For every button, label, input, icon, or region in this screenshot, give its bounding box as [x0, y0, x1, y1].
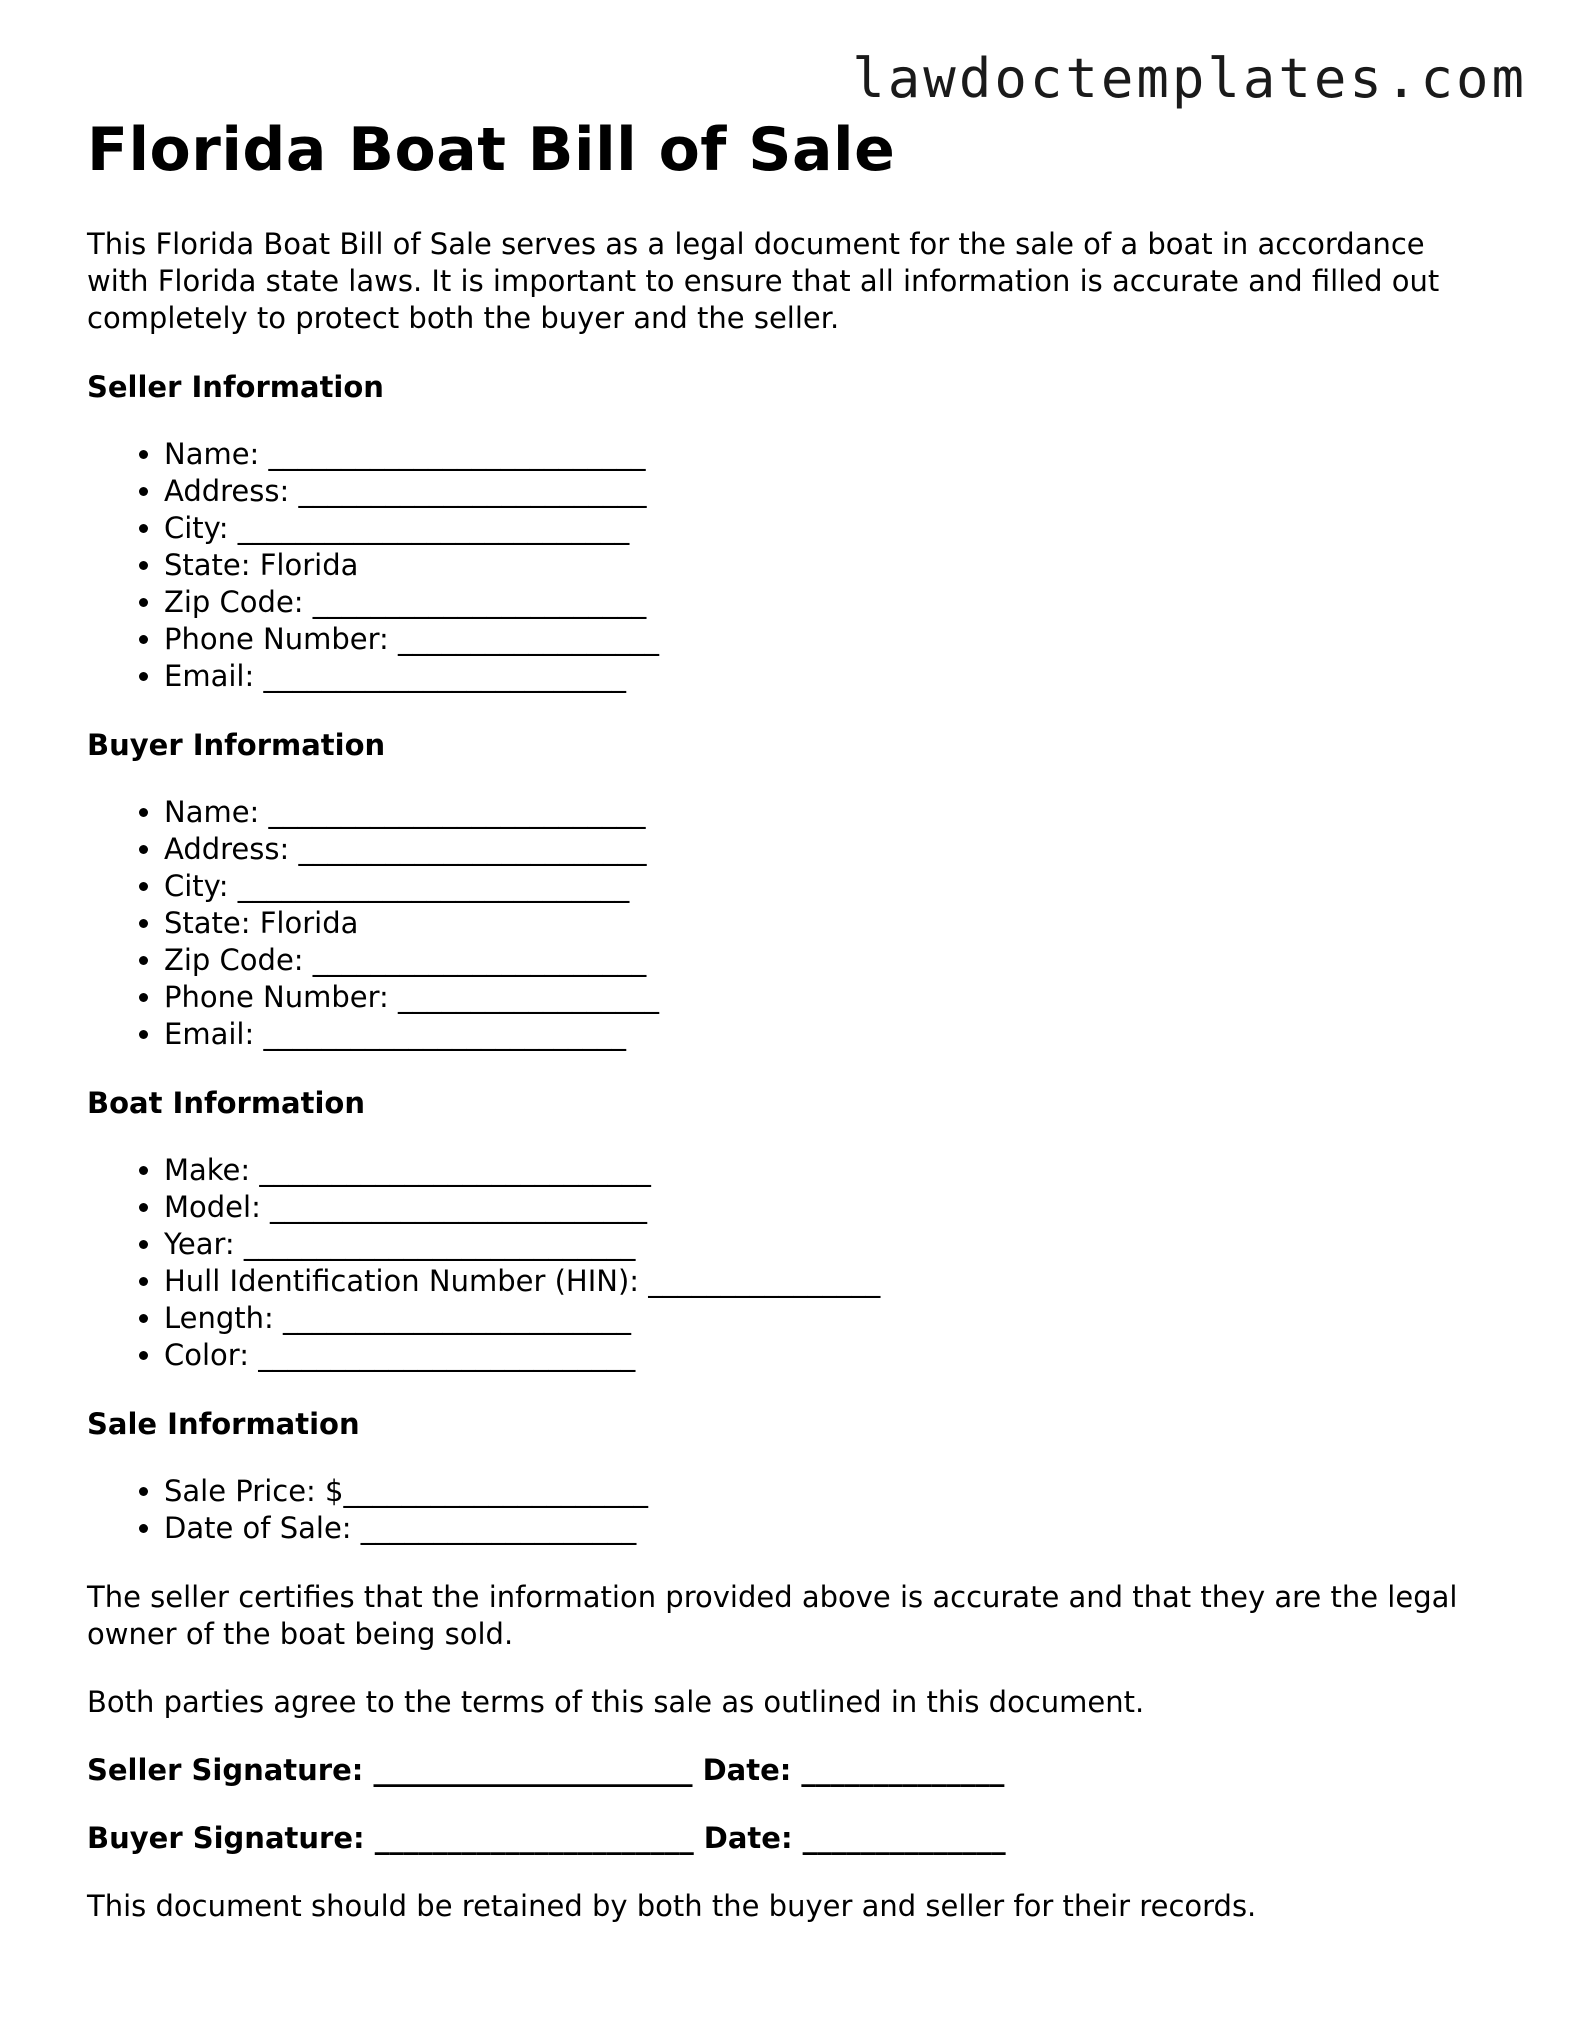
sale-price-field: • Sale Price: $_____________________: [164, 1473, 1507, 1510]
buyer-state-field: • State: Florida: [164, 905, 1507, 942]
site-watermark: lawdoctemplates.com: [852, 47, 1527, 110]
buyer-zip-field: • Zip Code: _______________________: [164, 942, 1507, 979]
seller-zip-field: • Zip Code: _______________________: [164, 584, 1507, 621]
buyer-name-field: • Name: __________________________: [164, 794, 1507, 831]
sale-list: [87, 1473, 1507, 1547]
buyer-city-field: • City: ___________________________: [164, 868, 1507, 905]
boat-list: [87, 1152, 1507, 1374]
seller-list: [87, 436, 1507, 695]
agreement-paragraph: Both parties agree to the terms of this sale as outlined in this document.: [87, 1685, 1145, 1719]
certification-paragraph: The seller certifies that the information provided above is accurate and that they are the legal owner of the boat being sold.: [87, 1580, 1458, 1651]
seller-address-field: • Address: ________________________: [164, 473, 1507, 510]
seller-email-field: • Email: _________________________: [164, 658, 1507, 695]
boat-length-field: • Length: ________________________: [164, 1300, 1507, 1337]
buyer-address-field: • Address: ________________________: [164, 831, 1507, 868]
boat-hin-field: • Hull Identification Number (HIN): ________________: [164, 1263, 1507, 1300]
sale-date-field: • Date of Sale: ___________________: [164, 1510, 1507, 1547]
boat-color-field: • Color: __________________________: [164, 1337, 1507, 1374]
retention-note: This document should be retained by both the buyer and seller for their records.: [87, 1889, 1257, 1923]
sale-heading: Sale Information: [87, 1407, 360, 1441]
page-title: Florida Boat Bill of Sale: [87, 115, 896, 185]
buyer-heading: Buyer Information: [87, 728, 386, 762]
seller-name-field: • Name: __________________________: [164, 436, 1507, 473]
boat-heading: Boat Information: [87, 1086, 365, 1120]
intro-paragraph: This Florida Boat Bill of Sale serves as a legal document for the sale of a boat in accordance with Florida state laws. It is important to ensure that all information is accurate and filled out completely to protect both the buyer and the seller.: [87, 227, 1440, 335]
seller-phone-field: • Phone Number: __________________: [164, 621, 1507, 658]
buyer-email-field: • Email: _________________________: [164, 1016, 1507, 1053]
seller-heading: Seller Information: [87, 370, 384, 404]
document-page: [87, 110, 1507, 1925]
seller-city-field: • City: ___________________________: [164, 510, 1507, 547]
boat-model-field: • Model: __________________________: [164, 1189, 1507, 1226]
seller-signature-line: Seller Signature: ______________________ Date: ______________: [87, 1753, 1005, 1787]
buyer-list: [87, 794, 1507, 1053]
buyer-signature-line: Buyer Signature: ______________________ Date: ______________: [87, 1821, 1006, 1855]
buyer-phone-field: • Phone Number: __________________: [164, 979, 1507, 1016]
seller-state-field: • State: Florida: [164, 547, 1507, 584]
boat-year-field: • Year: ___________________________: [164, 1226, 1507, 1263]
boat-make-field: • Make: ___________________________: [164, 1152, 1507, 1189]
